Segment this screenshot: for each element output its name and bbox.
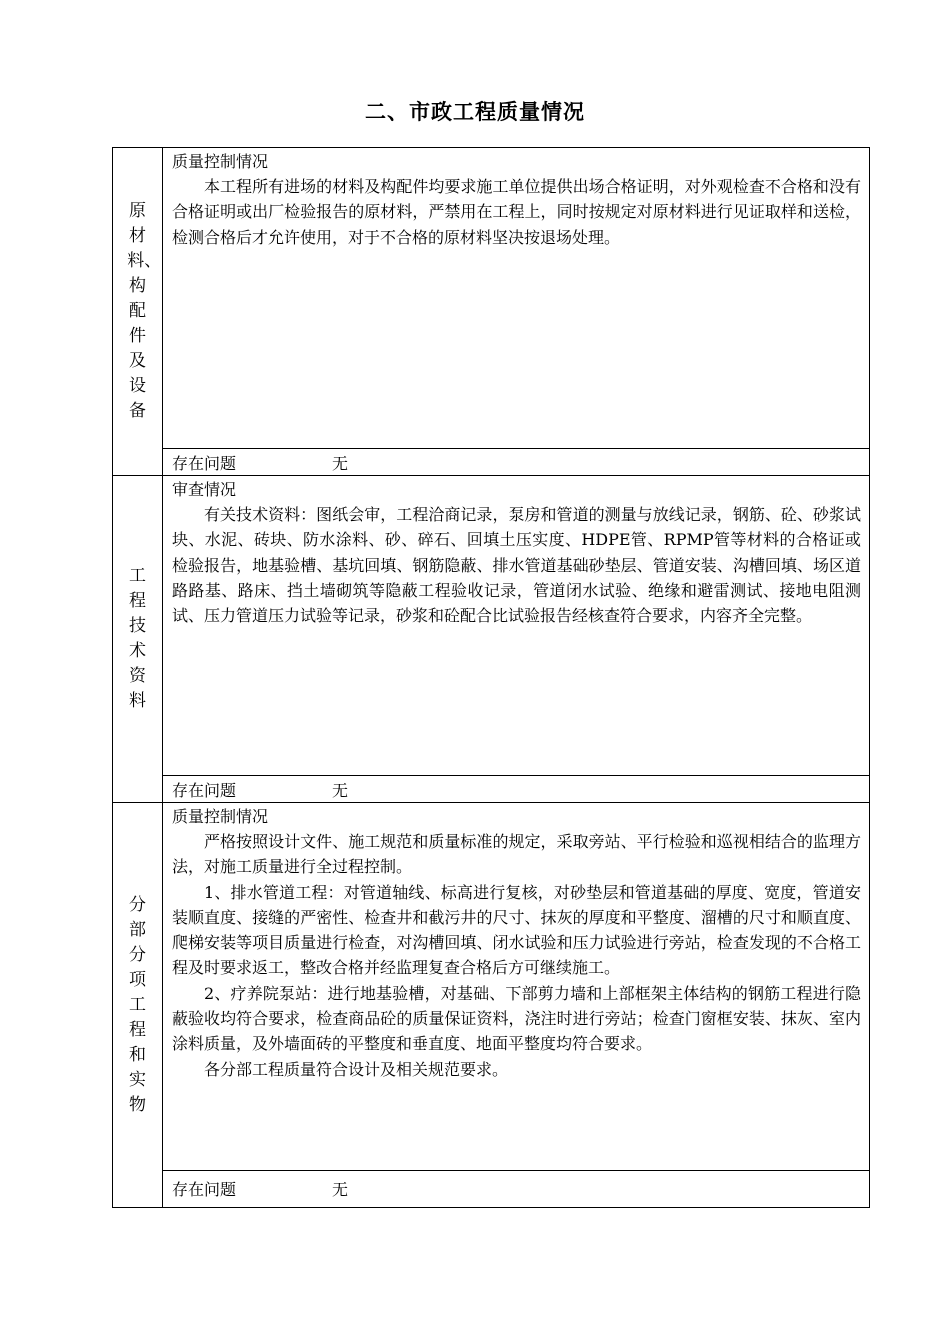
section-paragraph: 严格按照设计文件、施工规范和质量标准的规定，采取旁站、平行检验和巡视相结合的监理方法，对施工质量进行全过程控制。 — [172, 832, 861, 877]
section-paragraph: 2、疗养院泵站：进行地基验槽，对基础、下部剪力墙和上部框架主体结构的钢筋工程进行隐蔽验收均符合要求，检查商品砼的质量保证资料，浇注时进行旁站；检查门窗框安装、抹灰、室内涂料质量，及外墙面砖的平整度和垂直度、地面平整度均符合要求。 — [172, 983, 861, 1054]
section-category: 工程技术资料 — [128, 566, 146, 711]
section-heading: 质量控制情况 — [172, 807, 269, 826]
section-content-cell — [163, 148, 870, 449]
issue-label: 存在问题 — [172, 780, 237, 800]
section-row — [113, 476, 870, 776]
issue-cell — [163, 449, 870, 476]
issue-row — [113, 449, 870, 476]
section-category: 分部分项工程和实物 — [128, 894, 146, 1115]
section-content-cell — [163, 476, 870, 776]
section-heading: 审查情况 — [172, 480, 237, 499]
issue-value: 无 — [332, 453, 349, 473]
section-category: 原材料、构配件及设备 — [127, 201, 162, 421]
issue-cell — [163, 1170, 870, 1207]
issue-cell — [163, 776, 870, 803]
section-paragraph: 1、排水管道工程：对管道轴线、标高进行复核，对砂垫层和管道基础的厚度、宽度，管道安装顺直度、接缝的严密性、检查井和截污井的尺寸、抹灰的厚度和平整度、溜槽的尺寸和顺直度、爬梯安装等项目质量进行检查，对沟槽回填、闭水试验和压力试验进行旁站，检查发现的不合格工程及时要求返工，整改合格并经监理复查合格后方可继续施工。 — [172, 882, 861, 978]
section-row — [113, 803, 870, 1171]
section-heading: 质量控制情况 — [172, 152, 269, 171]
section-category-cell — [113, 476, 163, 803]
section-category-cell — [113, 148, 163, 476]
section-category-cell — [113, 803, 163, 1208]
issue-value: 无 — [332, 780, 349, 800]
issue-value: 无 — [332, 1180, 349, 1200]
section-paragraph: 有关技术资料：图纸会审，工程洽商记录，泵房和管道的测量与放线记录，钢筋、砼、砂浆试块、水泥、砖块、防水涂料、砂、碎石、回填土压实度、HDPE管、RPMP管等材料的合格证或检验报告，地基验槽、基坑回填、钢筋隐蔽、排水管道基础砂垫层、管道安装、沟槽回填、场区道路路基、路床、挡土墙砌筑等隐蔽工程验收记录，管道闭水试验、绝缘和避雷测试、接地电阻测试、压力管道压力试验等记录，砂浆和砼配合比试验报告经核查符合要求，内容齐全完整。 — [172, 505, 861, 626]
section-row — [113, 148, 870, 449]
section-paragraph: 本工程所有进场的材料及构配件均要求施工单位提供出场合格证明，对外观检查不合格和没有合格证明或出厂检验报告的原材料，严禁用在工程上，同时按规定对原材料进行见证取样和送检，检测合格后才允许使用，对于不合格的原材料坚决按退场处理。 — [172, 177, 861, 247]
section-content-cell — [163, 803, 870, 1171]
issue-label: 存在问题 — [172, 1180, 237, 1200]
quality-report-table — [112, 147, 870, 1208]
section-paragraph: 各分部工程质量符合设计及相关规范要求。 — [204, 1059, 509, 1079]
issue-row — [113, 1170, 870, 1207]
page-title: 二、市政工程质量情况 — [365, 100, 585, 124]
issue-row — [113, 776, 870, 803]
issue-label: 存在问题 — [172, 453, 237, 473]
